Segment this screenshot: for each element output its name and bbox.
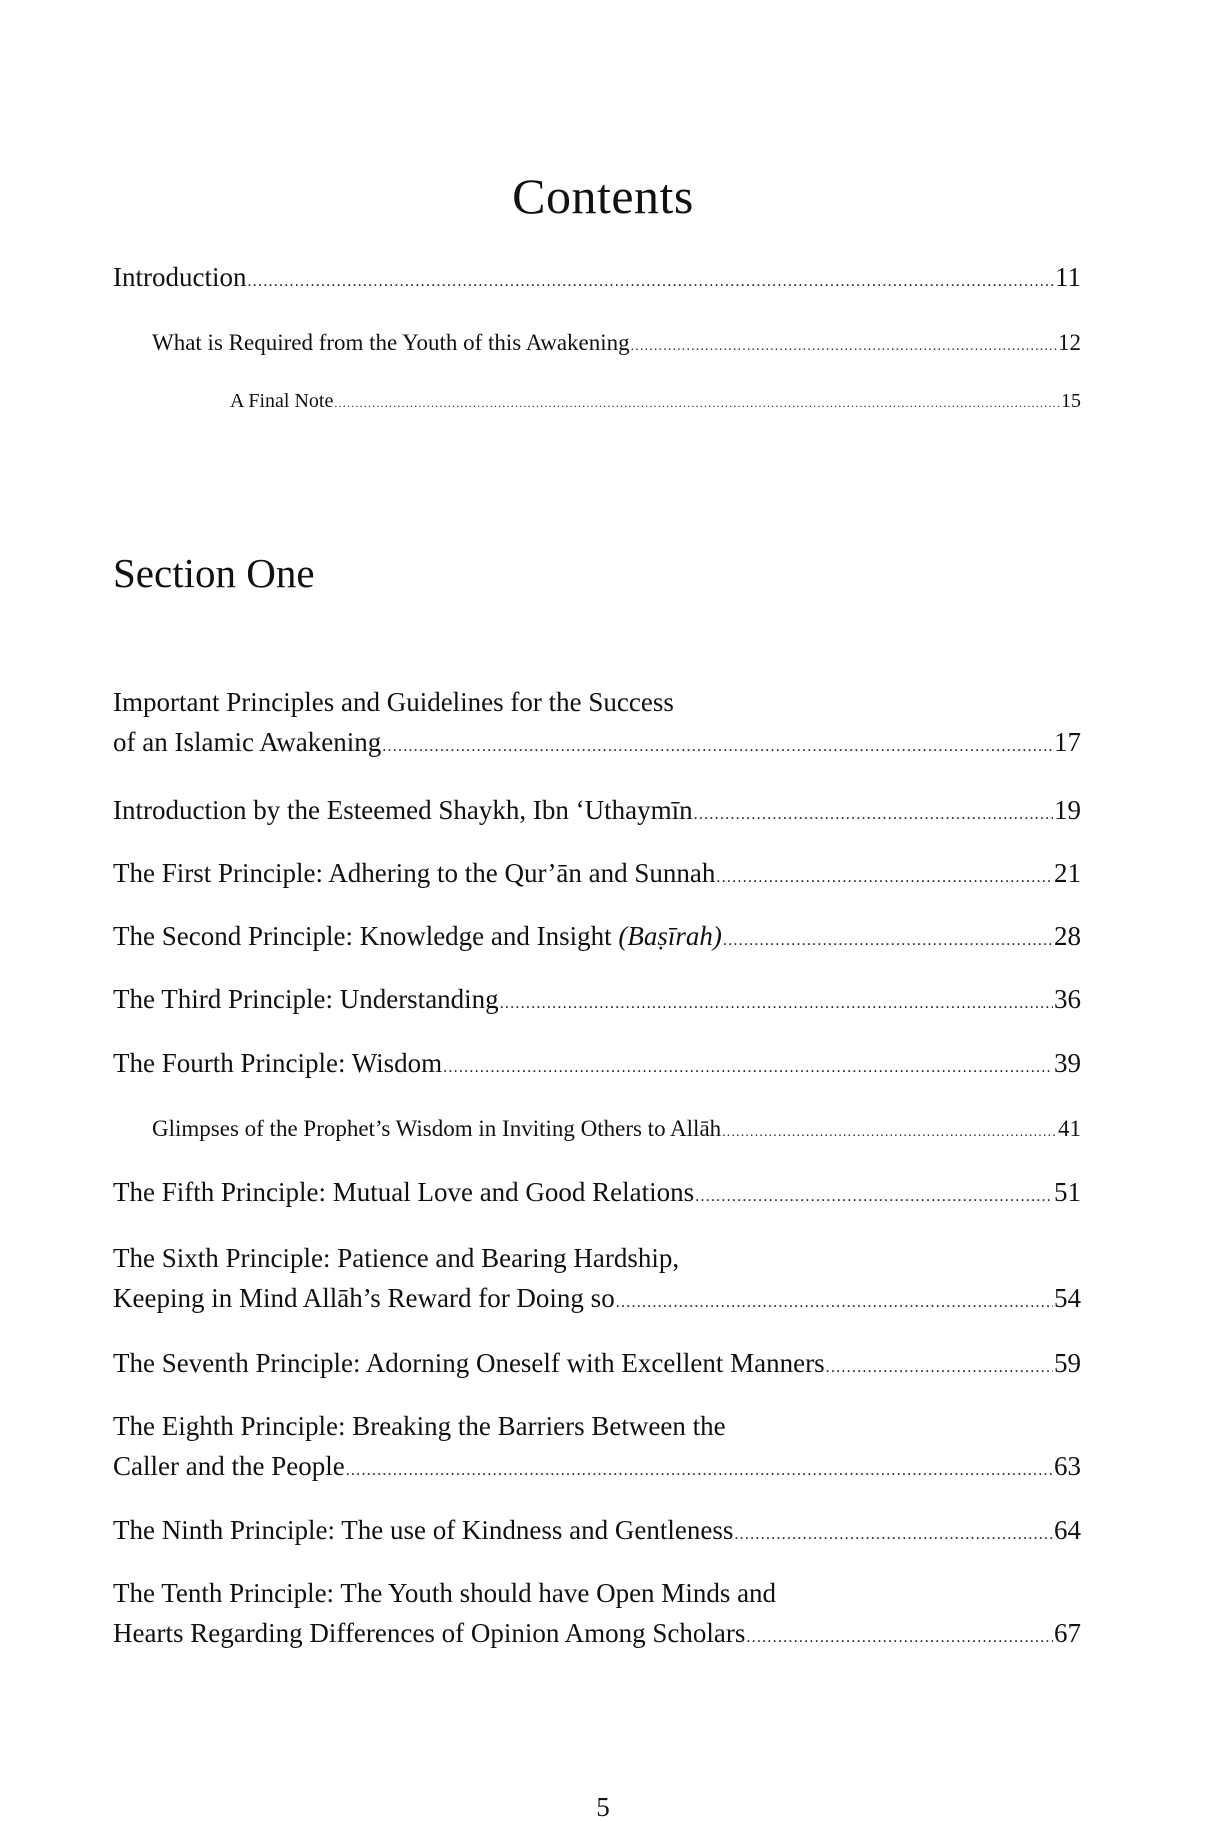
toc-page-number: 59	[1054, 1348, 1081, 1378]
page-number: 5	[596, 1792, 610, 1822]
toc-entry-important-principles[interactable]	[113, 682, 1081, 766]
toc-entry-title-line: The Tenth Principle: The Youth should have Open Minds and	[113, 1578, 777, 1608]
toc-entry-title: Keeping in Mind Allāh’s Reward for Doing so	[113, 1283, 615, 1313]
toc-entry-tenth-principle[interactable]	[113, 1573, 1081, 1657]
toc-entry-ninth-principle[interactable]	[113, 1510, 1081, 1554]
toc-entry-third-principle[interactable]	[113, 979, 1081, 1023]
toc-entry-title-main: The Second Principle: Knowledge and Insight	[113, 921, 619, 951]
toc-page-number: 63	[1054, 1451, 1081, 1481]
toc-entry-title: The First Principle: Adhering to the Qur’ān and Sunnah	[113, 858, 716, 888]
toc-entry-title: Introduction by the Esteemed Shaykh, Ibn ‘Uthaymīn	[113, 795, 693, 825]
toc-entry-title: Caller and the People	[113, 1451, 345, 1481]
dot-leader	[382, 726, 1053, 766]
dot-leader	[616, 1282, 1053, 1322]
toc-entry-title: The Third Principle: Understanding	[113, 984, 499, 1014]
toc-entry-final-note[interactable]	[230, 388, 1081, 416]
toc-entry-first-principle[interactable]	[113, 853, 1081, 897]
toc-page-number: 51	[1054, 1177, 1081, 1207]
dot-leader	[746, 1617, 1053, 1657]
toc-entry-title: of an Islamic Awakening	[113, 727, 382, 757]
dot-leader	[443, 1047, 1053, 1087]
dot-leader	[631, 331, 1057, 361]
toc-entry-sixth-principle[interactable]	[113, 1238, 1081, 1322]
toc-entry-introduction-by-shaykh[interactable]	[113, 790, 1081, 834]
toc-entry-title-line: The Sixth Principle: Patience and Bearing Hardship,	[113, 1243, 680, 1273]
toc-page-number: 28	[1054, 921, 1081, 951]
toc-entry-seventh-principle[interactable]	[113, 1343, 1081, 1387]
toc-page-number: 19	[1054, 795, 1081, 825]
toc-entry-eighth-principle[interactable]	[113, 1406, 1081, 1490]
dot-leader	[734, 1514, 1053, 1554]
toc-page-number: 21	[1054, 858, 1081, 888]
toc-entry-title	[113, 916, 722, 956]
toc-page-number: 11	[1055, 262, 1081, 292]
toc-entry-title: Glimpses of the Prophet’s Wisdom in Inviting Others to Allāh	[152, 1116, 722, 1141]
toc-entry-title-italic: (Baṣīrah)	[618, 921, 722, 951]
dot-leader	[500, 983, 1053, 1023]
toc-entry-introduction[interactable]	[113, 260, 1081, 298]
toc-entry-title-line: Important Principles and Guidelines for the Success	[113, 687, 674, 717]
toc-entry-title: The Ninth Principle: The use of Kindness and Gentleness	[113, 1515, 734, 1545]
dot-leader	[694, 794, 1053, 834]
dot-leader	[346, 1450, 1053, 1490]
dot-leader	[334, 390, 1060, 416]
toc-entry-title: Introduction	[113, 262, 247, 292]
toc-entry-title: Hearts Regarding Differences of Opinion Among Scholars	[113, 1618, 746, 1648]
dot-leader	[826, 1347, 1053, 1387]
toc-entry-title: A Final Note	[230, 390, 334, 412]
dot-leader	[723, 920, 1053, 960]
page-title: Contents	[512, 167, 694, 224]
dot-leader	[695, 1176, 1053, 1216]
toc-page-number: 36	[1054, 984, 1081, 1014]
toc-entry-fifth-principle[interactable]	[113, 1172, 1081, 1216]
toc-page-number: 54	[1054, 1283, 1081, 1313]
toc-entry-fourth-principle[interactable]	[113, 1043, 1081, 1087]
toc-entry-glimpses-of-wisdom[interactable]	[152, 1112, 1081, 1149]
toc-page-number: 64	[1054, 1515, 1081, 1545]
toc-entry-title: The Fifth Principle: Mutual Love and Good Relations	[113, 1177, 695, 1207]
toc-page-number: 12	[1058, 330, 1081, 355]
toc-page-number: 39	[1054, 1048, 1081, 1078]
toc-entry-second-principle[interactable]	[113, 916, 1081, 960]
dot-leader	[716, 857, 1053, 897]
section-title: Section One	[113, 550, 315, 596]
toc-page-number: 17	[1054, 727, 1081, 757]
toc-page-number: 15	[1061, 390, 1081, 412]
toc-entry-title: What is Required from the Youth of this Awakening	[152, 330, 630, 355]
toc-entry-what-is-required[interactable]	[152, 328, 1081, 361]
toc-entry-title: The Seventh Principle: Adorning Oneself with Excellent Manners	[113, 1348, 825, 1378]
dot-leader	[247, 264, 1054, 298]
toc-page-number: 67	[1054, 1618, 1081, 1648]
toc-entry-title-line: The Eighth Principle: Breaking the Barriers Between the	[113, 1411, 726, 1441]
toc-page-number: 41	[1058, 1116, 1081, 1141]
toc-entry-title: The Fourth Principle: Wisdom	[113, 1048, 443, 1078]
dot-leader	[722, 1115, 1057, 1149]
